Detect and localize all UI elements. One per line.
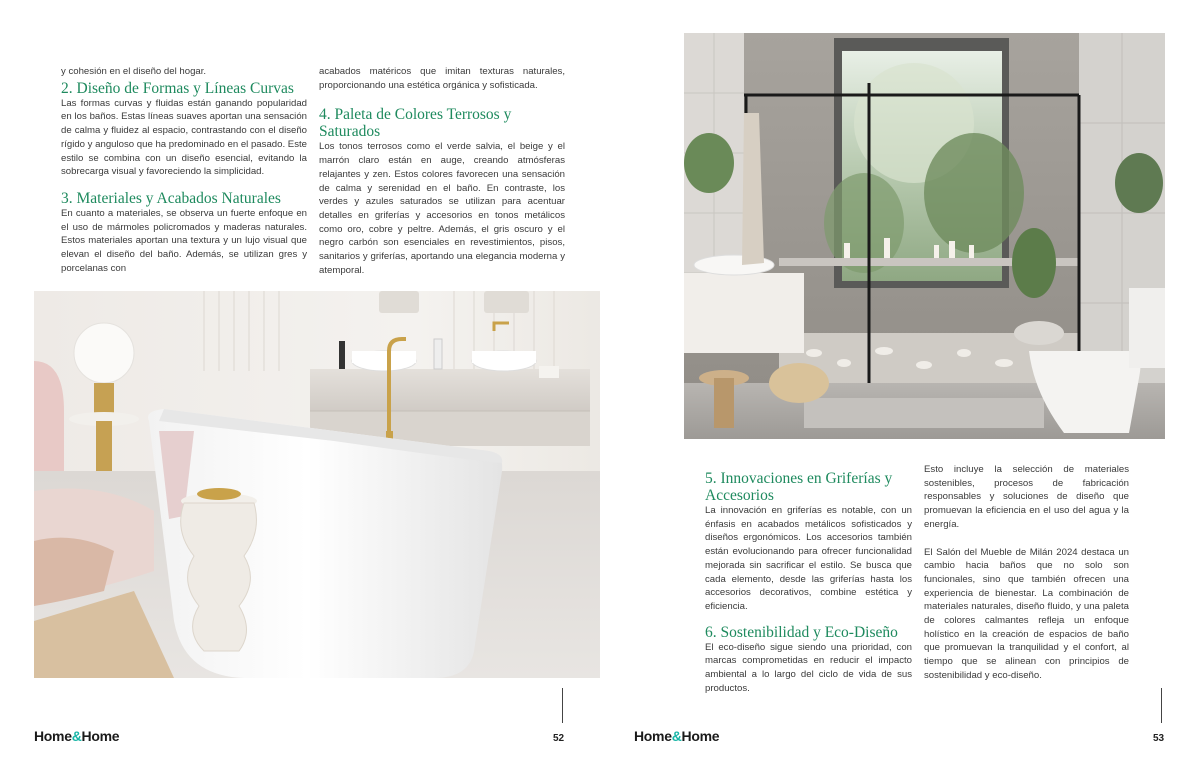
shower-illustration (684, 33, 1165, 439)
brand-logo: Home&Home (634, 728, 720, 744)
shower-photo (684, 33, 1165, 439)
section-4-text: Los tonos terrosos como el verde salvia, el beige y el marrón claro están en auge, creando atmósferas relajantes y zen. Estos colores favorecen una sensación de calma y serenidad en el baño. En contraste, los verdes y azules saturados se utilizan para acentuar detalles en griferías y accesorios en tonos metálicos como oro, cobre y peltre. Además, el gris oscuro y el negro carbón son esenciales en revestimientos, pisos, sanitarios y griferías, aportando una elegancia moderna y atemporal. (319, 141, 565, 276)
bathtub-photo (34, 291, 671, 678)
page-number: 52 (553, 733, 565, 744)
right-page (600, 0, 1200, 776)
footer-divider (562, 688, 563, 723)
intro-text: y cohesión en el diseño del hogar. (61, 66, 207, 77)
right-column-2 (924, 463, 1129, 683)
section-6-heading: 6. Sostenibilidad y Eco-Diseño (705, 623, 898, 641)
section-5-text: La innovación en griferías es notable, con un énfasis en acabados metálicos sofisticados y diseños ergonómicos. Los accesorios también están evolucionando para ofrecer funcionalidad mejorada sin sacrificar el estilo. Se busca que cada elemento, desde las griferías hasta los accesorios decorativos, combine estética y eficiencia. (705, 505, 912, 612)
section-4-heading: 4. Paleta de Colores Terrosos y Saturados (319, 106, 512, 141)
brand-logo: Home&Home (34, 728, 120, 744)
section-3-heading: 3. Materiales y Acabados Naturales (61, 189, 281, 207)
paragraph-1: Esto incluye la selección de materiales sostenibles, procesos de fabricación responsables y soluciones de diseño que promuevan la eficiencia en el uso del agua y la energía. (924, 464, 1129, 530)
left-column-2 (319, 65, 565, 277)
page-number: 53 (1153, 733, 1165, 744)
paragraph-2: El Salón del Mueble de Milán 2024 destaca un cambio hacia baños que no solo son funcionales, sino que también ofrecen una experiencia de bienestar. La combinación de materiales naturales, diseño fluido, y una paleta de colores calmantes refleja un enfoque holístico en la creación de espacios de baño que promuevan la tranquilidad y el confort, al tiempo que se alinean con principios de sostenibilidad y eco-diseño. (924, 546, 1129, 681)
section-6-text: El eco-diseño sigue siendo una prioridad, con marcas comprometidas en reducir el impacto ambiental a lo largo del ciclo de vida de sus productos. (705, 641, 912, 694)
section-2-text: Las formas curvas y fluidas están ganando popularidad en los baños. Estas líneas suaves aportan una sensación de calma y fluidez al espacio, contrastando con el diseño rígido y anguloso que ha predominado en el pasado. Este estilo se combina con un diseño esencial, evitando la sobrecarga visual y favoreciendo la simplicidad. (61, 97, 307, 178)
section-3-text: En cuanto a materiales, se observa un fuerte enfoque en el uso de mármoles policromados y maderas naturales. Estos materiales aportan una textura y un lujo visual que elevan el diseño del baño. Además, se utilizan gres y porcelanas con (61, 207, 307, 274)
right-column-1 (705, 470, 912, 695)
continued-text: acabados matéricos que imitan texturas naturales, proporcionando una estética orgánica y sofisticada. (319, 66, 565, 91)
left-column-1 (61, 65, 307, 275)
footer-divider (1161, 688, 1162, 723)
bathroom-illustration (34, 291, 671, 678)
section-2-heading: 2. Diseño de Formas y Líneas Curvas (61, 79, 294, 97)
section-5-heading: 5. Innovaciones en Griferías y Accesorios (705, 470, 893, 504)
